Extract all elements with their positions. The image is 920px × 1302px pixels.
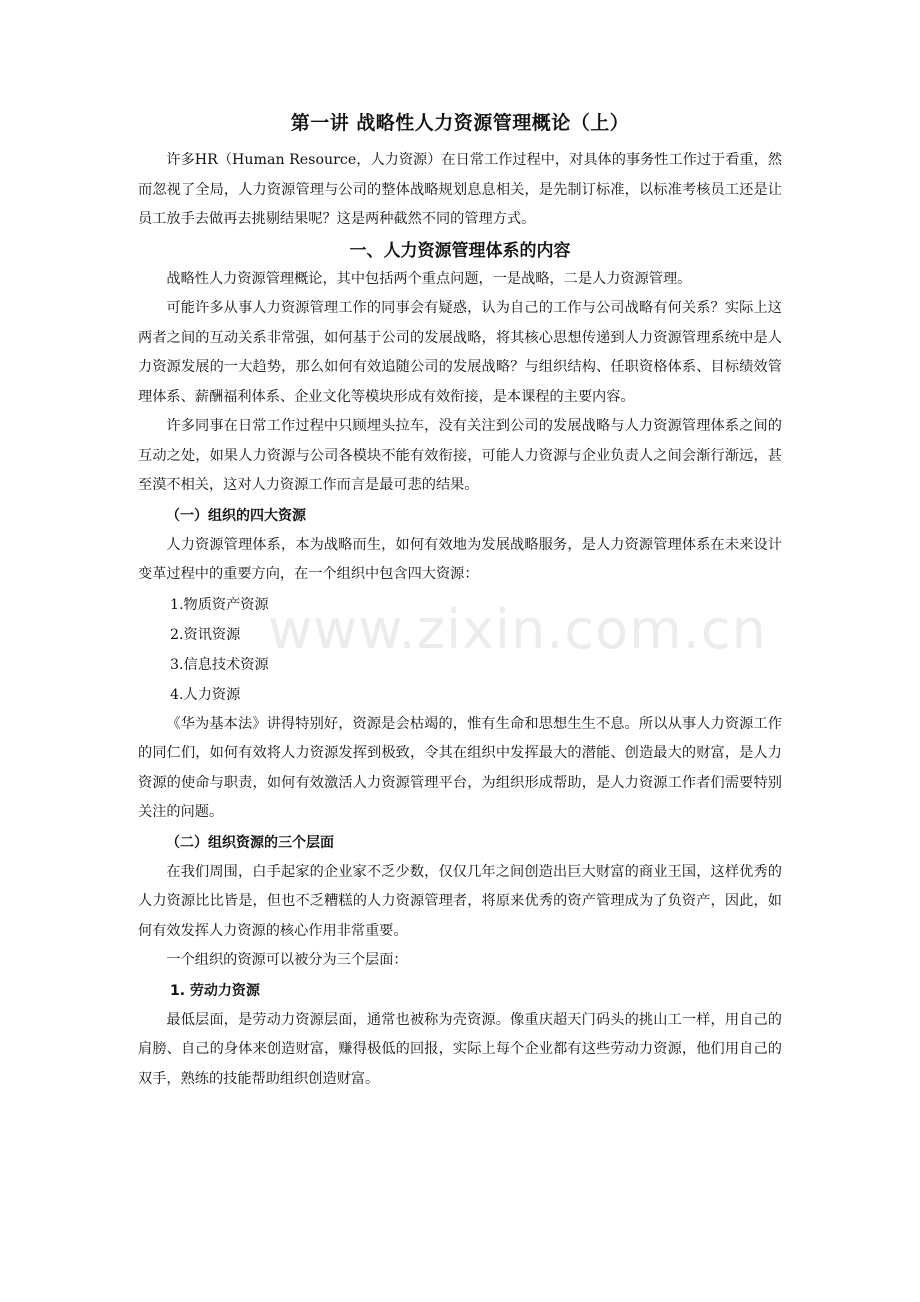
subsection-heading-1: （一）组织的四大资源 [166, 507, 306, 524]
intro-paragraph: 许多HR（Human Resource，人力资源）在日常工作过程中，对具体的事务性工作过于看重，然而忽视了全局，人力资源管理与公司的整体战略规划息息相关，是先制订标准，以标准考核员工还是让员工放手去做再去挑剔结果呢？这是两种截然不同的管理方式。 [138, 152, 782, 227]
section-heading-1: 一、人力资源管理体系的内容 [349, 240, 571, 261]
subsection2-paragraph-1: 在我们周围，白手起家的企业家不乏少数，仅仅几年之间创造出巨大财富的商业王国，这样优秀的人力资源比比皆是，但也不乏糟糕的人力资源管理者，将原来优秀的资产管理成为了负资产，因此，如何有效发挥人力资源的核心作用非常重要。 [138, 863, 782, 939]
watermark: www.zixin.com.cn [268, 598, 767, 661]
subsection1-paragraph-2: 《华为基本法》讲得特别好，资源是会枯竭的，惟有生命和思想生生不息。所以从事人力资源工作的同仁们，如何有效将人力资源发挥到极致，令其在组织中发挥最大的潜能、创造最大的财富，是人力资源的使命与职责，如何有效激活人力资源管理平台，为组织形成帮助，是人力资源工作者们需要特别关注的问题。 [138, 715, 782, 820]
section1-paragraph-2: 可能许多从事人力资源管理工作的同事会有疑惑，认为自己的工作与公司战略有何关系？实际上这两者之间的互动关系非常强，如何基于公司的发展战略，将其核心思想传递到人力资源管理系统中是人力资源发展的一大趋势，那么如何有效追随公司的发展战略？与组织结构、任职资格体系、目标绩效管理体系、薪酬福利体系、企业文化等模块形成有效衔接，是本课程的主要内容。 [138, 300, 782, 405]
level1-paragraph: 最低层面，是劳动力资源层面，通常也被称为壳资源。像重庆超天门码头的挑山工一样，用自己的肩膀、自己的身体来创造财富，赚得极低的回报，实际上每个企业都有这些劳动力资源，他们用自己的双手，熟练的技能帮助组织创造财富。 [138, 1011, 782, 1087]
list-item: 3.信息技术资源 [170, 656, 269, 673]
section1-paragraph-1: 战略性人力资源管理概论，其中包括两个重点问题，一是战略，二是人力资源管理。 [166, 270, 692, 287]
subsection2-paragraph-2: 一个组织的资源可以被分为三个层面： [166, 952, 408, 968]
list-item: 2.资讯资源 [170, 626, 241, 643]
list-item: 1.物质资产资源 [170, 596, 269, 613]
subsection1-paragraph-1: 人力资源管理体系，本为战略而生，如何有效地为发展战略服务，是人力资源管理体系在未来设计变革过程中的重要方向，在一个组织中包含四大资源： [138, 536, 782, 582]
section1-paragraph-3: 许多同事在日常工作过程中只顾埋头拉车，没有关注到公司的发展战略与人力资源管理体系之间的互动之处，如果人力资源与公司各模块不能有效衔接，可能人力资源与企业负责人之间会渐行渐远，甚至漠不相关，这对人力资源工作而言是最可悲的结果。 [138, 418, 782, 493]
document-page [138, 108, 782, 1094]
document-title: 第一讲 战略性人力资源管理概论（上） [290, 112, 630, 134]
level1-heading: 1. 劳动力资源 [170, 982, 260, 999]
subsection-heading-2: （二）组织资源的三个层面 [166, 834, 334, 851]
list-item: 4.人力资源 [170, 686, 241, 703]
